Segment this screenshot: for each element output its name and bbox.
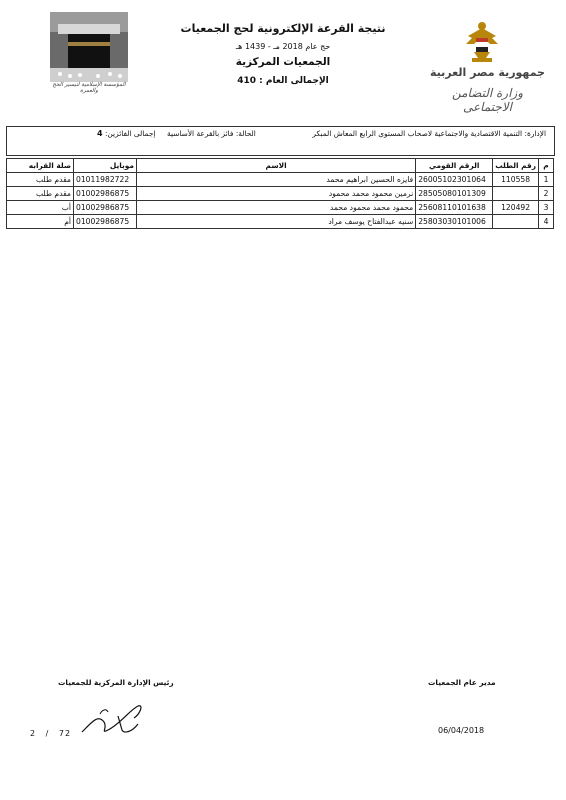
status-label: الحالة: فائز بالقرعة الأساسية xyxy=(167,129,256,138)
results-table xyxy=(6,158,554,229)
cell-mobile: 01002986875 xyxy=(74,215,137,229)
col-header-national-id: الرقم القومي xyxy=(416,159,493,173)
left-signatory-label: رئيس الإدارة المركزية للجمعيات xyxy=(58,678,174,687)
cell-national-id: 25608110101638 xyxy=(416,201,493,215)
col-header-relation: صلة القرابه xyxy=(7,159,74,173)
cell-mobile: 01002986875 xyxy=(74,187,137,201)
cell-mobile: 01002986875 xyxy=(74,201,137,215)
page-total: 72 xyxy=(58,729,72,738)
cell-national-id: 25803030101006 xyxy=(416,215,493,229)
cell-mobile: 01011982722 xyxy=(74,173,137,187)
admin-label: الإدارة: التنمية الاقتصادية والاجتماعية لاصحاب المستوى الرابع المعاش المبكر xyxy=(312,129,546,138)
page-subtitle: حج عام 2018 مـ - 1439 هـ xyxy=(235,42,331,51)
page-current: 2 xyxy=(30,729,37,738)
cell-request-no: 110558 xyxy=(493,173,539,187)
page-number xyxy=(30,729,71,738)
info-box xyxy=(6,126,555,156)
table-row xyxy=(7,201,554,215)
page-title: نتيجة القرعة الإلكترونية لحج الجمعيات xyxy=(180,22,386,35)
section-title: الجمعيات المركزية xyxy=(235,56,331,68)
cell-num: 1 xyxy=(539,173,554,187)
ministry-name: وزارة التضامن الاجتماعى xyxy=(451,86,524,114)
cell-relation: أم xyxy=(7,215,74,229)
logo-caption: المؤسسة الإسلامية لتيسير الحج والعمرة xyxy=(52,82,126,94)
cell-relation: مقدم طلب xyxy=(7,173,74,187)
table-row xyxy=(7,187,554,201)
winners-total-label: إجمالى الفائزين: xyxy=(104,129,156,138)
cell-num: 2 xyxy=(539,187,554,201)
cell-relation: مقدم طلب xyxy=(7,187,74,201)
col-header-mobile: موبايل xyxy=(74,159,137,173)
cell-national-id: 26005102301064 xyxy=(416,173,493,187)
winners-total xyxy=(97,129,155,138)
cell-num: 4 xyxy=(539,215,554,229)
cell-national-id: 28505080101309 xyxy=(416,187,493,201)
cell-name: فايزه الحسين ابراهيم محمد xyxy=(137,173,416,187)
right-signatory-label: مدير عام الجمعيات xyxy=(428,678,496,687)
cell-relation: أب xyxy=(7,201,74,215)
cell-name: نرمين محمود محمد محمود xyxy=(137,187,416,201)
table-row xyxy=(7,173,554,187)
eagle-emblem-icon xyxy=(462,18,502,66)
handwritten-signature xyxy=(78,692,164,738)
table-row xyxy=(7,215,554,229)
col-header-name: الاسم xyxy=(137,159,416,173)
col-header-request-no: رقم الطلب xyxy=(493,159,539,173)
cell-num: 3 xyxy=(539,201,554,215)
cell-request-no xyxy=(493,215,539,229)
table-header-row xyxy=(7,159,554,173)
overall-total: الإجمالى العام : 410 xyxy=(237,76,329,86)
cell-request-no: 120492 xyxy=(493,201,539,215)
winners-total-count: 4 xyxy=(97,129,103,138)
cell-request-no xyxy=(493,187,539,201)
cell-name: سنيه عبدالفتاح يوسف مراد xyxy=(137,215,416,229)
country-name: جمهورية مصر العربية xyxy=(430,66,545,79)
document-date: 06/04/2018 xyxy=(438,726,485,735)
col-header-num: م xyxy=(539,159,554,173)
cell-name: محمود محمد محمود محمد xyxy=(137,201,416,215)
page-separator: / xyxy=(45,729,50,738)
